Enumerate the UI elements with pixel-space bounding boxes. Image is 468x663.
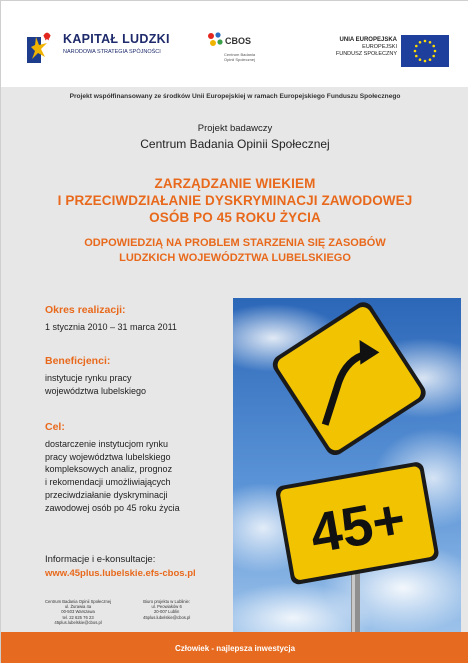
cbos-subtitle-line: Centrum Badania — [224, 52, 256, 57]
cbos-subtitle — [224, 52, 255, 62]
cbos-dots-icon — [207, 32, 225, 48]
beneficiaries-text — [45, 372, 146, 397]
beneficiaries-line: instytucje rynku pracy — [45, 373, 132, 383]
eu-name: UNIA EUROPEJSKA — [339, 37, 397, 43]
goal-line: przeciwdziałanie dyskryminacji — [45, 489, 168, 500]
address-line: Biuro projektu w Lublinie: — [143, 599, 191, 604]
eu-fund-line: EUROPEJSKI — [362, 44, 397, 50]
cbos-name: CBOS — [225, 36, 252, 46]
kapital-ludzki-logo — [23, 29, 173, 73]
logo-bar — [1, 1, 468, 87]
eu-stars-icon — [401, 35, 449, 67]
address-line: tel. 22 625 76 23 — [62, 614, 94, 620]
address-line: ul. Żurawia 4a — [64, 604, 92, 610]
sky-with-45plus-sign-image — [233, 298, 461, 632]
kapital-ludzki-subtitle: NARODOWA STRATEGIA SPÓJNOŚCI — [63, 49, 161, 55]
goal-line: zawodowej osób po 45 roku życia — [45, 502, 180, 513]
goal-line: pracy województwa lubelskiego — [45, 451, 171, 462]
goal-text — [45, 438, 180, 514]
goal-heading: Cel: — [45, 421, 65, 433]
subtitle-line: ODPOWIEDZIĄ NA PROBLEM STARZENIA SIĘ ZASOBÓW — [84, 237, 386, 249]
cbos-subtitle-line: Opinii Społecznej — [224, 57, 255, 62]
sign-text: 45+ — [305, 486, 410, 565]
title-line: OSÓB PO 45 ROKU ŻYCIA — [149, 210, 321, 225]
address-warsaw — [45, 599, 111, 625]
period-heading: Okres realizacji: — [45, 304, 126, 316]
project-website-link[interactable]: www.45plus.lubelskie.efs-cbos.pl — [45, 568, 196, 579]
eu-fund-line: FUNDUSZ SPOŁECZNY — [335, 51, 397, 57]
kapital-ludzki-title: KAPITAŁ LUDZKI — [63, 32, 170, 46]
goal-line: kompleksowych analiz, prognoz — [45, 464, 173, 475]
goal-line: i rekomendacji umożliwiających — [45, 477, 171, 488]
eu-flag-icon — [401, 35, 449, 67]
beneficiaries-line: województwa lubelskiego — [45, 385, 147, 396]
address-line: 45plus.lubelskie@cbos.pl — [143, 614, 191, 620]
project-label: Projekt badawczy — [197, 123, 273, 134]
address-line: ul. Peowiaków 6 — [151, 604, 182, 610]
contact-heading: Informacje i e-konsultacje: — [45, 554, 156, 565]
project-organization: Centrum Badania Opinii Społecznej — [140, 137, 330, 151]
cbos-logo — [207, 28, 267, 68]
title-line: I PRZECIWDZIAŁANIE DYSKRYMINACJI ZAWODOWEJ — [57, 193, 413, 208]
title-line: ZARZĄDZANIE WIEKIEM — [154, 176, 316, 191]
poster-title — [1, 175, 468, 226]
address-line: 00-503 Warszawa — [61, 609, 95, 615]
subtitle-line: LUDZKICH WOJEWÓDZTWA LUBELSKIEGO — [119, 252, 351, 264]
address-line: Centrum Badania Opinii Społecznej — [45, 599, 112, 604]
eu-text — [336, 37, 397, 58]
address-line: 20-007 Lublin — [153, 609, 180, 615]
goal-line: dostarczenie instytucjom rynku — [45, 439, 169, 449]
poster-subtitle — [1, 236, 468, 266]
period-value: 1 stycznia 2010 – 31 marca 2011 — [45, 322, 177, 332]
beneficiaries-heading: Beneficjenci: — [45, 355, 111, 367]
address-lublin — [143, 599, 190, 620]
road-sign-photo — [233, 298, 461, 632]
kapital-ludzki-star-icon — [23, 29, 59, 69]
address-line: 45plus.lubelskie@cbos.pl — [54, 619, 102, 625]
eu-logo — [329, 35, 449, 69]
footer-slogan: Człowiek - najlepsza inwestycja — [1, 632, 468, 663]
cofinancing-note: Projekt współfinansowany ze środków Unii Europejskiej w ramach Europejskiego Funduszu Społecznego — [69, 93, 401, 100]
